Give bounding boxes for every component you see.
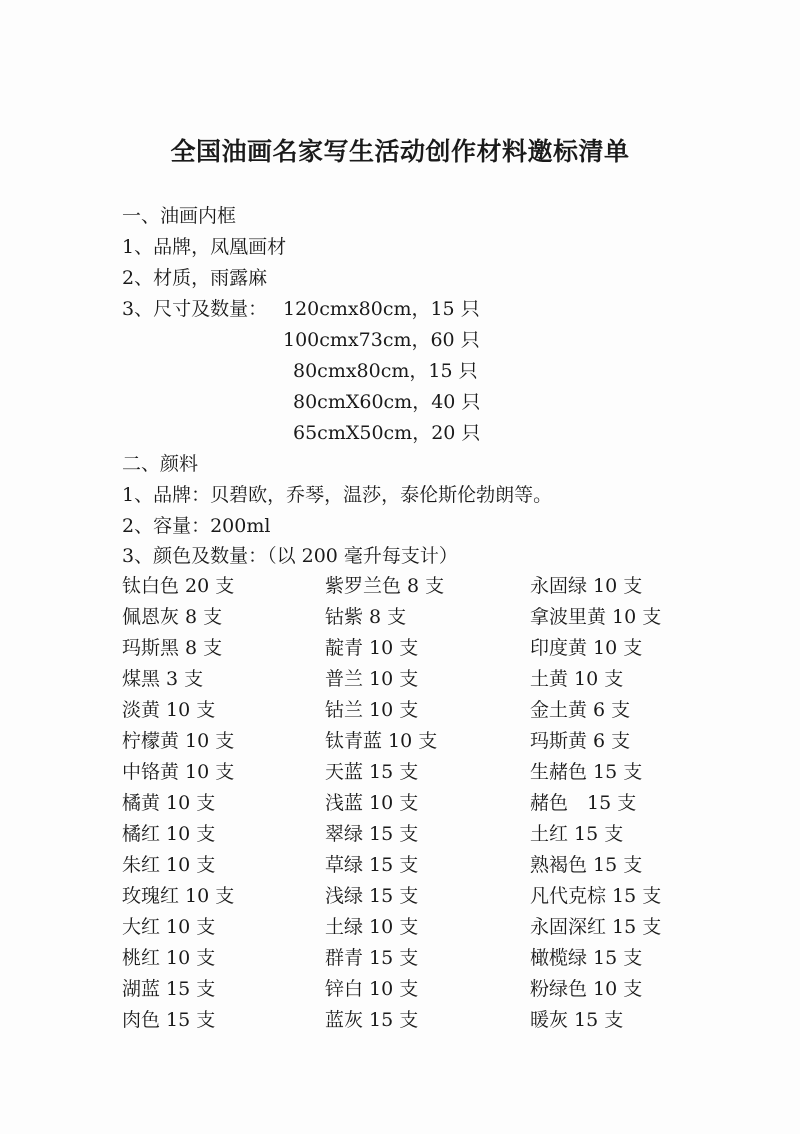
paints-colors-label: 3、颜色及数量：（以 200 毫升每支计） <box>122 545 458 567</box>
paint-color-item: 生赭色 15 支 <box>530 761 643 783</box>
paint-color-row <box>122 791 722 822</box>
paint-color-row <box>122 946 722 977</box>
paint-color-item: 土黄 10 支 <box>530 668 624 690</box>
paints-brand: 1、品牌：贝碧欧，乔琴，温莎，泰伦斯伦勃朗等。 <box>122 484 553 506</box>
paint-color-item: 金土黄 6 支 <box>530 699 631 721</box>
paint-color-item: 玫瑰红 10 支 <box>122 885 235 907</box>
paint-color-row <box>122 605 722 636</box>
paint-color-item: 钛白色 20 支 <box>122 575 235 597</box>
paint-color-item: 佩恩灰 8 支 <box>122 606 223 628</box>
paint-color-item: 淡黄 10 支 <box>122 699 216 721</box>
frames-material: 2、材质，雨露麻 <box>122 267 268 289</box>
paint-color-item: 钴紫 8 支 <box>325 606 407 628</box>
paint-color-item: 桃红 10 支 <box>122 947 216 969</box>
frames-sizes-label: 3、尺寸及数量： <box>122 298 268 320</box>
paint-color-item: 紫罗兰色 8 支 <box>325 575 445 597</box>
paint-color-row <box>122 729 722 760</box>
paint-color-item: 翠绿 15 支 <box>325 823 419 845</box>
paint-color-item: 玛斯黄 6 支 <box>530 730 631 752</box>
paint-color-row <box>122 853 722 884</box>
paint-color-item: 赭色 15 支 <box>530 792 637 814</box>
paint-color-item: 钴兰 10 支 <box>325 699 419 721</box>
document-title: 全国油画名家写生活动创作材料邀标清单 <box>170 137 630 166</box>
paint-color-item: 印度黄 10 支 <box>530 637 643 659</box>
paint-color-item: 暖灰 15 支 <box>530 1009 624 1031</box>
paint-color-item: 中铬黄 10 支 <box>122 761 235 783</box>
paint-color-row <box>122 884 722 915</box>
section-heading-frames: 一、油画内框 <box>122 205 237 227</box>
paint-color-item: 普兰 10 支 <box>325 668 419 690</box>
paint-color-row <box>122 822 722 853</box>
paint-color-item: 湖蓝 15 支 <box>122 978 216 1000</box>
paint-color-item: 拿波里黄 10 支 <box>530 606 662 628</box>
paint-color-row <box>122 698 722 729</box>
paint-color-item: 橘黄 10 支 <box>122 792 216 814</box>
frame-size-row: 80cmX60cm，40 只 <box>293 391 481 413</box>
paint-color-item: 熟褐色 15 支 <box>530 854 643 876</box>
paint-color-item: 钛青蓝 10 支 <box>325 730 438 752</box>
paint-color-item: 靛青 10 支 <box>325 637 419 659</box>
paint-color-item: 柠檬黄 10 支 <box>122 730 235 752</box>
paint-color-item: 浅绿 15 支 <box>325 885 419 907</box>
paint-color-row <box>122 915 722 946</box>
paint-color-item: 橄榄绿 15 支 <box>530 947 643 969</box>
paint-color-list <box>122 574 722 1039</box>
section-heading-paints: 二、颜料 <box>122 453 199 475</box>
paint-color-item: 永固绿 10 支 <box>530 575 643 597</box>
paint-color-item: 锌白 10 支 <box>325 978 419 1000</box>
paint-color-row <box>122 667 722 698</box>
paint-color-item: 天蓝 15 支 <box>325 761 419 783</box>
paint-color-item: 橘红 10 支 <box>122 823 216 845</box>
frame-size-row: 80cmx80cm，15 只 <box>293 360 478 382</box>
frame-size-row: 100cmx73cm，60 只 <box>283 329 480 351</box>
paint-color-item: 土红 15 支 <box>530 823 624 845</box>
paint-color-row <box>122 977 722 1008</box>
paint-color-item: 永固深红 15 支 <box>530 916 662 938</box>
frame-size-row: 65cmX50cm，20 只 <box>293 422 481 444</box>
paint-color-item: 粉绿色 10 支 <box>530 978 643 1000</box>
paint-color-row <box>122 636 722 667</box>
paint-color-item: 大红 10 支 <box>122 916 216 938</box>
paint-color-item: 玛斯黑 8 支 <box>122 637 223 659</box>
paint-color-row <box>122 574 722 605</box>
paint-color-item: 朱红 10 支 <box>122 854 216 876</box>
frame-size-row: 120cmx80cm，15 只 <box>283 298 480 320</box>
paint-color-item: 凡代克棕 15 支 <box>530 885 662 907</box>
paints-capacity: 2、容量：200ml <box>122 515 271 537</box>
paint-color-item: 肉色 15 支 <box>122 1009 216 1031</box>
paint-color-row <box>122 760 722 791</box>
paint-color-item: 草绿 15 支 <box>325 854 419 876</box>
paint-color-item: 群青 15 支 <box>325 947 419 969</box>
paint-color-item: 蓝灰 15 支 <box>325 1009 419 1031</box>
paint-color-row <box>122 1008 722 1039</box>
frames-brand: 1、品牌，凤凰画材 <box>122 236 287 258</box>
paint-color-item: 煤黑 3 支 <box>122 668 204 690</box>
paint-color-item: 土绿 10 支 <box>325 916 419 938</box>
paint-color-item: 浅蓝 10 支 <box>325 792 419 814</box>
